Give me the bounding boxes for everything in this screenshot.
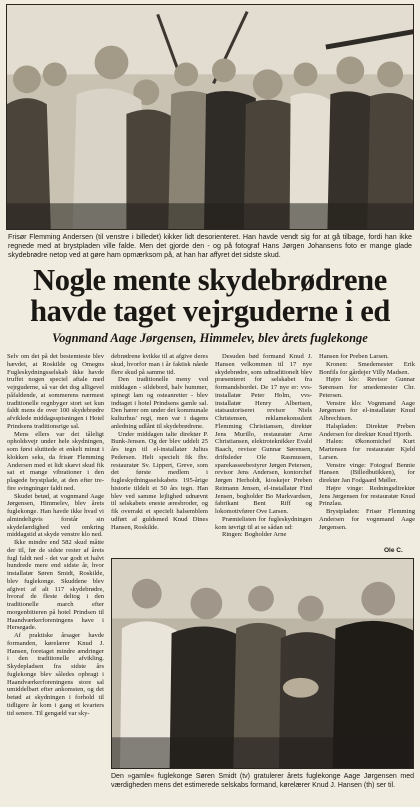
paragraph: Præmielisten for fugleskydningen kom iøvrigt til at se sådan ud: (215, 515, 312, 531)
prize-list-item: Kronen: Smedemester Erik Bonfils for gårdejer Villy Madsen. (319, 360, 415, 376)
paragraph: Desuden bød formand Knud J. Hansen velkommen til 17 nye skydebrødre, som udtraditionelt blev præsenteret for selskabet fra formandsbordet. De 17 nye er: vvs-installatør Peter Holm, vvs-installatør Henry Albertsen, statsautoriseret revisor Niels Christensen, reklamekonsulent Flemming Christiansen, direktør Jens Murillo, restauratør Arne Christiansen, elektroteknikker Evald Baach, revisor Gunnar Sørensen, driftsleder Ole Rasmussen, sparekasseebestyrer Jørgen Petersen, revisor Jens Andersen, kontorchef Jørgen Herholdt, kioskejer Preben Reimann Jensen, el-installatør Find Jensen, bogholder Bo Markvardsen, fabrikant Bent Riff og lokomotivfører Ove Larsen. (215, 353, 312, 515)
top-photo-image (7, 5, 413, 229)
article-column-3 (215, 353, 312, 539)
paragraph: Af praktiske årsager havde formanden, kørelærer Knud J. Hansen, foretaget mindre ændringer i den traditionelle afvikling. Skydepladsen fra sidste års fuglekonge blev således opbragt i Haandværkerforeningens store sal umiddelbart efter ankomsten, og det betød at skydningen i forhold til tidligere år kom i gang et kvarters tid senere. Til gengæld var sky- (7, 632, 104, 717)
bottom-photo-image (112, 559, 413, 768)
prize-list-item: Højre vinge: Redningsdirektør Jens Jørgensen for restauratør Knud Prinzlau. (319, 484, 415, 508)
bottom-photo-handshake (111, 558, 414, 769)
article-column-4 (319, 353, 415, 531)
article-column-1 (7, 353, 104, 717)
paragraph: debrødrene kvikke til at afgive deres skud, hvorfor man i år faktisk nåede flere skud på samme tid. (111, 353, 208, 376)
top-photo-caption: Frisør Flemming Andersen (til venstre i billedet) kikker lidt desorienteret. Han havde vendt sig for at gå tilbage, fordi han ikke regnede med at brystpladen ville falde. Men det gjorde den - og på fotograf Hans Jørgen Johansens foto er mange glade skydebrødre netop ved at gøre ham opmærksom på, at han har affyret det sidste skud. (8, 233, 412, 260)
top-photo-crowd (6, 4, 414, 230)
prize-list-item: Højre klo: Revisor Gunnar Sørensen for smedemester Chr. Petersen. (319, 376, 415, 399)
subheadline: Vognmand Aage Jørgensen, Himmelev, blev årets fuglekonge (52, 331, 368, 345)
paragraph: Mens ellers var det tåleligt opholdsvejr under hele skydningen, som først slutttede et enkelt minut i klokken seks, da frisør Flemming Andersen med et lidt skævt skud fik sat et mange vibrationer i den plagede brystplade, at den efter tre-fire svingninger faldt ned. (7, 430, 104, 492)
paragraph: Skudet betød, at vognmand Aage Jørgensen, Himmelev, blev årets fuglekonge. Han havde ikke hvad vi almindeligvis forstår sin skydefærdighed ved omkring middagstid at skyde venstre klo ned. (7, 492, 104, 539)
bottom-photo-caption: Den »gamle« fuglekonge Søren Smidt (tv) gratulerer årets fuglekonge Aage Jørgensen med værdigheden mens det estimerede selskabs formand, kørelærer Knud J. Hansen (th) ser til. (111, 773, 414, 789)
headline-line-2: havde taget vejrguderne i ed (30, 294, 390, 328)
paragraph: Under middagen talte direktør P. Bunk-Jensen. Og der blev uddelt 25 års tegn til el-installatør Julius Pedersen. Helt specielt fik fhv. restauratør Sv. Lippert, Greve, som det første medlem i fugleskydningsselskabets 195-årige historie tildelt et 50 års tegn. Han blev ved samme lejlighed udnævnt til selskabets eneste æresbroder, og fik overrakt et specielt halsemblem udført af guldsmed Knud Dines Hansen, Roskilde. (111, 430, 208, 531)
prize-list-item: Hansen for Preben Larsen. (319, 353, 389, 360)
paragraph: Den traditionelle meny ved middagen - sildebord, halv hummer, spinegt lam og osteanretter - blev indtaget i hotel Prindsens gamle sal. Den hærer om under det kommunale kulturhus' regi, men var i dagens anledning udlånt til skydebrødrene. (111, 376, 208, 430)
paragraph: Ikke mindre end 582 skud måtte der til, før de sidste rester af årets fugl faldt ned - det var godt et halvt hundrede mere end sidste år, hvor installatør Søren Smidt, Roskilde, blev fuglekonge. Skuddene blev afgivet af alt 117 skydebrødre, hvoraf de fleste deltog i den traditionelle march efter morgenbitteren på hotel Prindsen til Haandværkerforeningens have i Hersegade. (7, 539, 104, 632)
prize-list-item: Halspladen: Direktør Preben Andersen for direktør Knud Hjorth. (319, 422, 415, 438)
paragraph: Selv om det på det bestemtestе blev hævdet, at Roskilde og Omegns Fugleskydningsselskab ikke havde truffet nogen speciel aftale med vejrguderne, så var det dog alligevel påfaldende, at sommerens nærmest traditionelle regnbyger stort set kun faldt mens de over 100 skydebrødre afviklede middagsspisningen i Hotel Prindsens traditionsrige sal. (7, 353, 104, 430)
headline (6, 265, 414, 327)
prize-list-item: Venstre klo: Vognmand Aage Jørgensen for el-installatør Knud Albrechtsen. (319, 399, 415, 422)
prize-list-item: Halen: Økonomichef Kurt Martensen for restauratør Kjeld Larsen. (319, 438, 415, 461)
prize-list-item: Brystpladen: Frisør Flemming Andersen for vognmand Aage Jørgensen. (319, 508, 415, 531)
article-column-2 (111, 353, 208, 531)
headline-line-1: Nogle mente skydebrødrene (33, 263, 387, 297)
prize-list-item: Venstre vinge: Fotograf Bennie Hansen (Billedbutikken), for direktør Jan Fodgaard Møller. (319, 461, 415, 484)
paragraph: Ringen: Bogholder Arne (222, 531, 287, 539)
author-byline: Ole C. (384, 547, 403, 554)
